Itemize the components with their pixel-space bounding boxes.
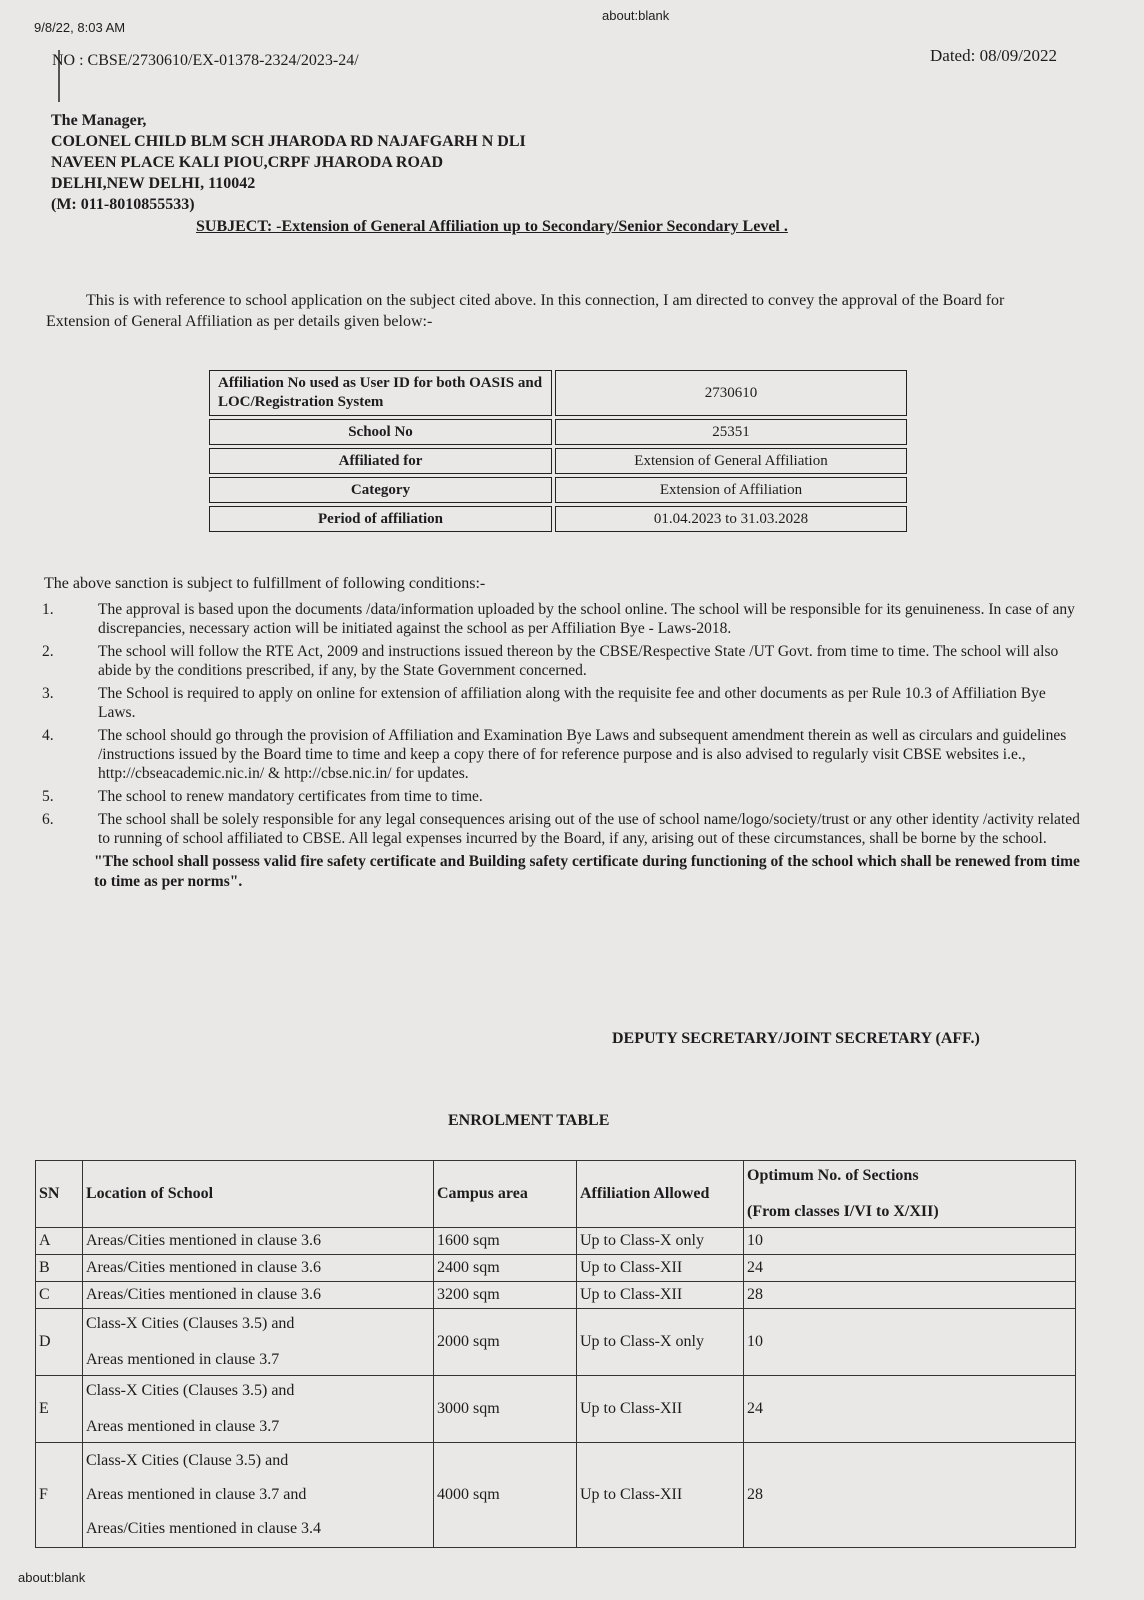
cell-affiliation: Up to Class-XII: [577, 1376, 744, 1443]
condition-text: The school shall be solely responsible for any legal consequences arising out of the use of school name/logo/society/trust or any other identity /activity related to running of school affiliated to CBSE. All legal expenses incurred by the Board, if any, arising out of these circumstances, shall be borne by the school.: [98, 811, 1080, 847]
address-line: COLONEL CHILD BLM SCH JHARODA RD NAJAFGARH N DLI: [51, 133, 526, 150]
conditions-intro: The above sanction is subject to fulfillment of following conditions:-: [44, 575, 486, 592]
cell-sections: 10: [744, 1228, 1076, 1255]
cell-sn: A: [36, 1228, 83, 1255]
cell-sections: 24: [744, 1376, 1076, 1443]
condition-number: 2.: [42, 643, 54, 660]
location-line: Areas/Cities mentioned in clause 3.6: [86, 1259, 322, 1276]
cell-sections: 28: [744, 1443, 1076, 1548]
address-line: The Manager,: [51, 112, 147, 129]
header-sections-subtitle: (From classes I/VI to X/XII): [747, 1203, 939, 1220]
location-line: Class-X Cities (Clauses 3.5) and: [86, 1315, 295, 1332]
table-row: [209, 477, 907, 503]
table-row: [36, 1228, 1076, 1255]
location-line: Class-X Cities (Clauses 3.5) and: [86, 1382, 295, 1399]
table-row: [209, 506, 907, 532]
intro-paragraph: This is with reference to school application on the subject cited above. In this connection, I am directed to convey the approval of the Board for Extension of General Affiliation as per details given below:-: [46, 292, 1005, 330]
condition-item: [38, 600, 1080, 638]
affiliation-key: Category: [209, 477, 552, 503]
recipient-address: [51, 110, 526, 215]
condition-text: The school should go through the provision of Affiliation and Examination Bye Laws and subsequent amendment therein as well as circulars and guidelines /instructions issued by the Board time to time and keep a copy there of for reference purpose and is also advised to regularly visit CBSE websites i.e., http://cbseacademic.nic.in/ & http://cbse.nic.in/ for updates.: [98, 727, 1067, 782]
affiliation-value: 2730610: [555, 370, 907, 416]
cell-location: [83, 1376, 434, 1443]
location-line: Areas mentioned in clause 3.7: [86, 1418, 280, 1435]
table-header-row: [36, 1161, 1076, 1228]
print-footer-url: about:blank: [18, 1570, 86, 1585]
enrolment-table-title: ENROLMENT TABLE: [448, 1112, 610, 1129]
address-line: NAVEEN PLACE KALI PIOU,CRPF JHARODA ROAD: [51, 154, 444, 171]
affiliation-key: Affiliation No used as User ID for both OASIS and LOC/Registration System: [209, 370, 552, 416]
condition-text: The School is required to apply on online for extension of affiliation along with the requisite fee and other documents as per Rule 10.3 of Affiliation Bye Laws.: [98, 685, 1046, 721]
cell-location: [83, 1255, 434, 1282]
print-url: about:blank: [602, 8, 670, 23]
cell-sections: 24: [744, 1255, 1076, 1282]
condition-number: 4.: [42, 727, 54, 744]
table-row: [36, 1282, 1076, 1309]
location-line: Areas/Cities mentioned in clause 3.6: [86, 1232, 322, 1249]
location-line: Class-X Cities (Clause 3.5) and: [86, 1452, 289, 1469]
affiliation-value: 01.04.2023 to 31.03.2028: [555, 506, 907, 532]
cell-affiliation: Up to Class-X only: [577, 1228, 744, 1255]
letter-date: Dated: 08/09/2022: [930, 46, 1058, 65]
location-line: Areas mentioned in clause 3.7 and: [86, 1486, 307, 1503]
letter-subject: SUBJECT: -Extension of General Affiliation up to Secondary/Senior Secondary Level .: [196, 218, 788, 235]
affiliation-value: 25351: [555, 419, 907, 445]
affiliation-details-table: [206, 367, 910, 535]
condition-item: [38, 642, 1080, 680]
cell-campus: 4000 sqm: [434, 1443, 577, 1548]
cell-sn: F: [36, 1443, 83, 1548]
condition-number: 5.: [42, 788, 54, 805]
table-row: [36, 1255, 1076, 1282]
affiliation-key: Affiliated for: [209, 448, 552, 474]
cell-location: [83, 1309, 434, 1376]
cell-campus: 1600 sqm: [434, 1228, 577, 1255]
cell-affiliation: Up to Class-XII: [577, 1282, 744, 1309]
condition-number: 6.: [42, 811, 54, 828]
cell-affiliation: Up to Class-XII: [577, 1443, 744, 1548]
enrolment-table: [35, 1160, 1076, 1548]
fire-safety-note: "The school shall possess valid fire safety certificate and Building safety certificate during functioning of the school which shall be renewed from time to time as per norms".: [94, 853, 1080, 890]
cell-location: [83, 1282, 434, 1309]
address-line: DELHI,NEW DELHI, 110042: [51, 175, 256, 192]
condition-item: [38, 810, 1080, 848]
condition-item: [38, 684, 1080, 722]
cell-sn: E: [36, 1376, 83, 1443]
table-row: [36, 1376, 1076, 1443]
cell-sections: 10: [744, 1309, 1076, 1376]
signatory-title: DEPUTY SECRETARY/JOINT SECRETARY (AFF.): [612, 1030, 980, 1047]
location-line: Areas/Cities mentioned in clause 3.6: [86, 1286, 322, 1303]
table-row: [209, 370, 907, 416]
header-affiliation: Affiliation Allowed: [577, 1161, 744, 1228]
print-timestamp: 9/8/22, 8:03 AM: [34, 20, 126, 35]
affiliation-value: Extension of Affiliation: [555, 477, 907, 503]
cell-affiliation: Up to Class-XII: [577, 1255, 744, 1282]
location-line: Areas mentioned in clause 3.7: [86, 1351, 280, 1368]
conditions-list: [38, 600, 1080, 892]
cell-location: [83, 1443, 434, 1548]
cell-campus: 3200 sqm: [434, 1282, 577, 1309]
table-row: [36, 1443, 1076, 1548]
condition-text: The school to renew mandatory certificates from time to time.: [98, 788, 483, 805]
reference-number: NO : CBSE/2730610/EX-01378-2324/2023-24/: [52, 52, 359, 69]
affiliation-key: Period of affiliation: [209, 506, 552, 532]
condition-text: The school will follow the RTE Act, 2009 and instructions issued thereon by the CBSE/Respective State /UT Govt. from time to time. The school will also abide by the conditions prescribed, if any, by the State Government concerned.: [98, 643, 1059, 679]
condition-number: 1.: [42, 601, 54, 618]
condition-item: [38, 787, 1080, 806]
cell-sections: 28: [744, 1282, 1076, 1309]
table-row: [209, 448, 907, 474]
condition-number: 3.: [42, 685, 54, 702]
cell-affiliation: Up to Class-X only: [577, 1309, 744, 1376]
cell-campus: 2400 sqm: [434, 1255, 577, 1282]
condition-text: The approval is based upon the documents /data/information uploaded by the school online. The school will be responsible for its genuineness. In case of any discrepancies, necessary action will be initiated against the school as per Affiliation Bye - Laws-2018.: [98, 601, 1075, 637]
cell-campus: 3000 sqm: [434, 1376, 577, 1443]
header-location: Location of School: [83, 1161, 434, 1228]
table-row: [36, 1309, 1076, 1376]
header-campus: Campus area: [434, 1161, 577, 1228]
address-line: (M: 011-8010855533): [51, 196, 195, 213]
header-sections: [744, 1161, 1076, 1228]
affiliation-key: School No: [209, 419, 552, 445]
cell-campus: 2000 sqm: [434, 1309, 577, 1376]
cell-sn: C: [36, 1282, 83, 1309]
cell-sn: B: [36, 1255, 83, 1282]
cell-location: [83, 1228, 434, 1255]
location-line: Areas/Cities mentioned in clause 3.4: [86, 1520, 322, 1537]
table-row: [209, 419, 907, 445]
header-sn: SN: [36, 1161, 83, 1228]
cell-sn: D: [36, 1309, 83, 1376]
condition-item: [38, 726, 1080, 783]
header-sections-title: Optimum No. of Sections: [747, 1167, 919, 1184]
affiliation-value: Extension of General Affiliation: [555, 448, 907, 474]
